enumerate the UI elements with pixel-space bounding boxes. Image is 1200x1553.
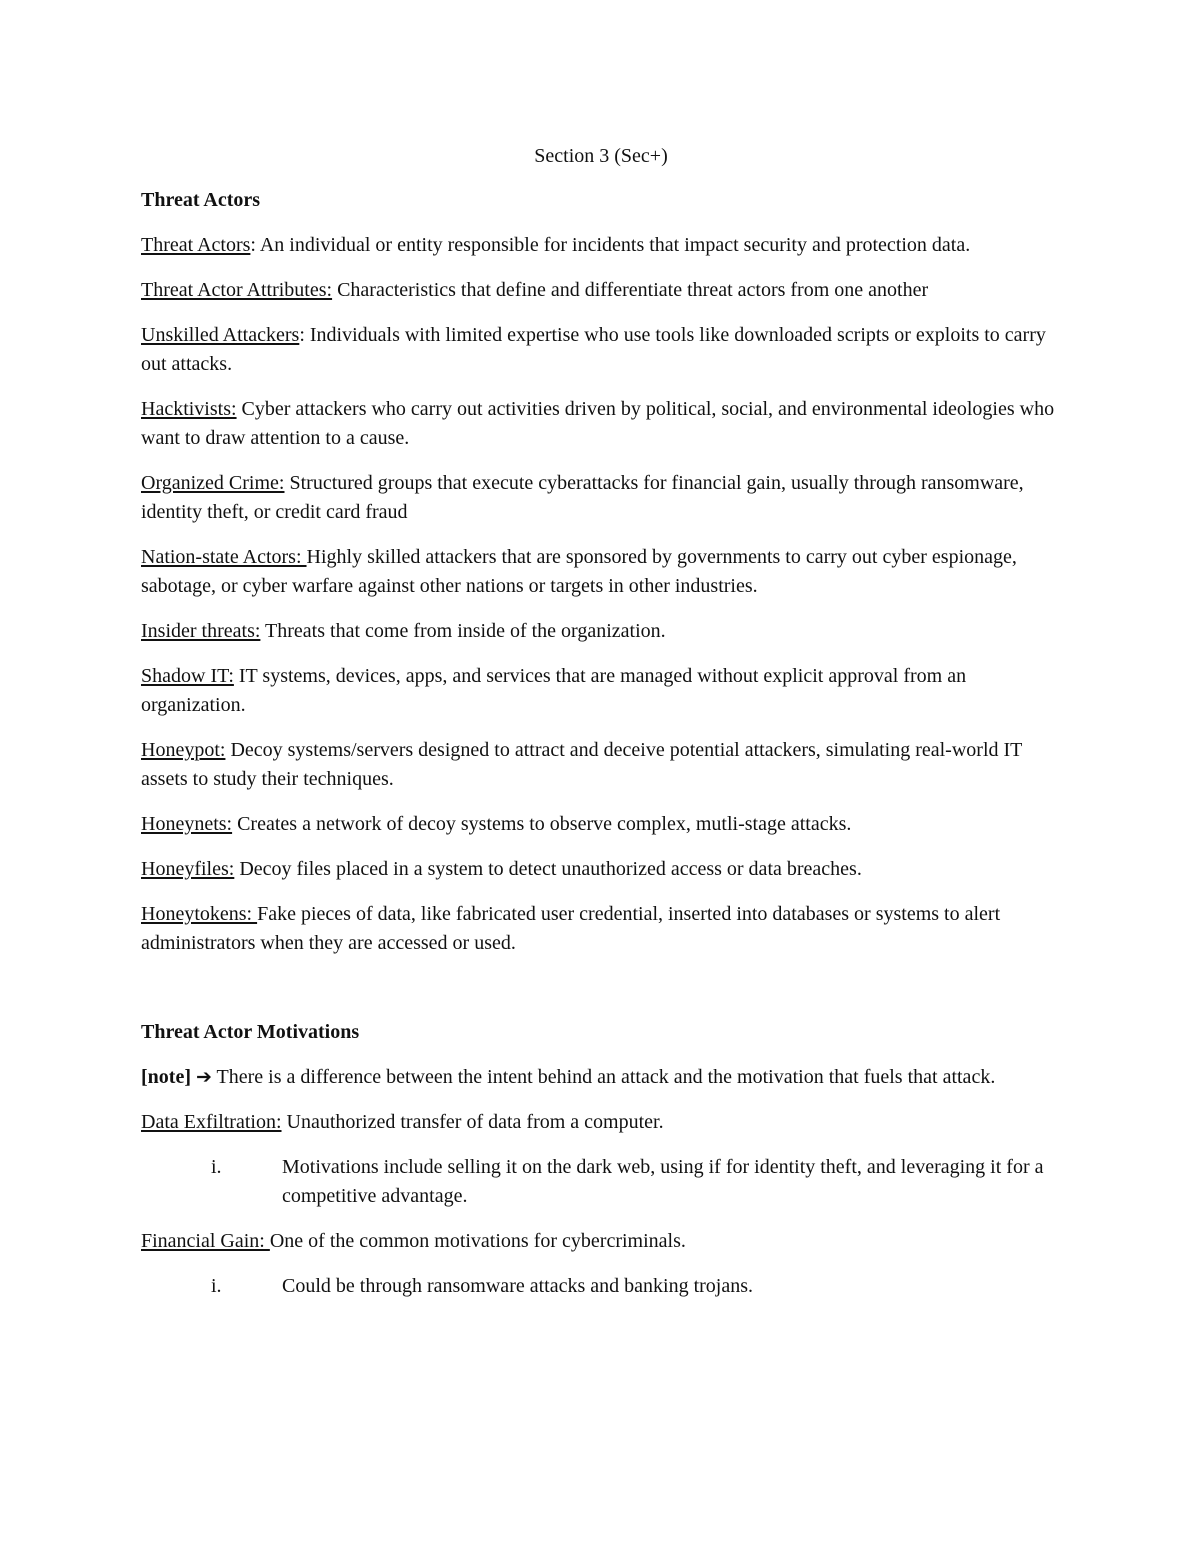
- note-tag: [note]: [141, 1066, 191, 1088]
- entry-financial-gain: [141, 1227, 1061, 1256]
- term: Threat Actor Attributes:: [141, 279, 333, 301]
- term-separator: :: [250, 234, 256, 256]
- term: Organized Crime:: [141, 472, 285, 494]
- note-paragraph: [141, 1063, 1061, 1092]
- definition: IT systems, devices, apps, and services that are managed without explicit approval from an organization.: [141, 665, 967, 716]
- definition: Structured groups that execute cyberattacks for financial gain, usually through ransomware, identity theft, or credit card fraud: [141, 472, 1024, 523]
- list-marker: i.: [211, 1156, 222, 1178]
- entry-honeyfiles: [141, 855, 1061, 884]
- term: Honeyfiles:: [141, 858, 235, 880]
- entry-honeytokens: [141, 900, 1061, 958]
- sub-item-financial-gain: [141, 1272, 1061, 1301]
- term: Honeytokens:: [141, 903, 258, 925]
- definition: Fake pieces of data, like fabricated user credential, inserted into databases or systems to alert administrators when they are accessed or used.: [141, 903, 1001, 954]
- term: Hacktivists:: [141, 398, 237, 420]
- entry-shadow-it: [141, 662, 1061, 720]
- sub-item-data-exfiltration: [141, 1153, 1061, 1211]
- entry-threat-actor-attributes: [141, 276, 1061, 305]
- term: Shadow IT:: [141, 665, 234, 687]
- definition: Characteristics that define and differentiate threat actors from one another: [332, 279, 929, 301]
- sub-item-text: Motivations include selling it on the dark web, using if for identity theft, and leveraging it for a competitive advantage.: [282, 1156, 1044, 1207]
- definition: Unauthorized transfer of data from a computer.: [281, 1111, 664, 1133]
- note-text: There is a difference between the intent behind an attack and the motivation that fuels that attack.: [211, 1066, 996, 1088]
- term: Financial Gain:: [141, 1230, 270, 1252]
- entry-honeypot: [141, 736, 1061, 794]
- definition: One of the common motivations for cybercriminals.: [269, 1230, 686, 1252]
- term: Unskilled Attackers: [141, 324, 300, 346]
- term: Data Exfiltration:: [141, 1111, 282, 1133]
- definition: Threats that come from inside of the organization.: [260, 620, 666, 642]
- definition: Highly skilled attackers that are sponsored by governments to carry out cyber espionage, sabotage, or cyber warfare against other nations or targets in other industries.: [141, 546, 1017, 597]
- entry-unskilled-attackers: [141, 321, 1061, 379]
- sub-item-text: Could be through ransomware attacks and banking trojans.: [282, 1275, 753, 1297]
- entry-threat-actors: [141, 231, 1061, 260]
- definition: Decoy files placed in a system to detect unauthorized access or data breaches.: [234, 858, 862, 880]
- definition: Decoy systems/servers designed to attract and deceive potential attackers, simulating real-world IT assets to study their techniques.: [141, 739, 1023, 790]
- term: Threat Actors: [141, 234, 251, 256]
- entry-data-exfiltration: [141, 1108, 1061, 1137]
- entry-organized-crime: [141, 469, 1061, 527]
- definition: Cyber attackers who carry out activities driven by political, social, and environmental ideologies who want to draw attention to a cause.: [141, 398, 1055, 449]
- section-heading-threat-actor-motivations: Threat Actor Motivations: [141, 1021, 360, 1043]
- entry-nation-state-actors: [141, 543, 1061, 601]
- entry-honeynets: [141, 810, 1061, 839]
- term-separator: :: [299, 324, 305, 346]
- term: Nation-state Actors:: [141, 546, 307, 568]
- document-title: Section 3 (Sec+): [534, 145, 668, 167]
- definition: Individuals with limited expertise who use tools like downloaded scripts or exploits to carry out attacks.: [141, 324, 1046, 375]
- definition: Creates a network of decoy systems to observe complex, mutli-stage attacks.: [232, 813, 852, 835]
- term: Insider threats:: [141, 620, 261, 642]
- definition: An individual or entity responsible for incidents that impact security and protection data.: [255, 234, 971, 256]
- entry-insider-threats: [141, 617, 1061, 646]
- list-marker: i.: [211, 1275, 222, 1297]
- section-heading-threat-actors: Threat Actors: [141, 189, 261, 211]
- arrow-right-icon: ➔: [195, 1066, 212, 1088]
- term: Honeypot:: [141, 739, 226, 761]
- term: Honeynets:: [141, 813, 233, 835]
- entry-hacktivists: [141, 395, 1061, 453]
- document-body: [141, 142, 1061, 1317]
